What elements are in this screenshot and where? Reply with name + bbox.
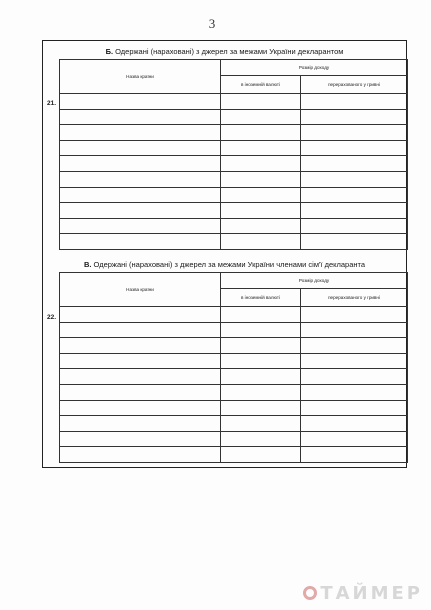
section-v-cell[interactable] xyxy=(60,322,221,338)
section-b-cell[interactable] xyxy=(221,140,301,156)
section-b-table xyxy=(59,59,408,250)
section-b-cell[interactable] xyxy=(301,109,408,125)
section-v-cell[interactable] xyxy=(221,338,301,354)
section-v-cell[interactable] xyxy=(301,369,408,385)
section-v-cell[interactable] xyxy=(221,416,301,432)
section-v-title xyxy=(43,260,406,270)
section-b-letter: Б. xyxy=(105,47,114,56)
section-v-cell[interactable] xyxy=(60,447,221,463)
watermark xyxy=(303,583,423,604)
section-v-cell[interactable] xyxy=(301,353,408,369)
section-b-cell[interactable] xyxy=(60,109,221,125)
section-b-cell[interactable] xyxy=(60,218,221,234)
section-b-income-header: Розмір доходу xyxy=(221,60,408,76)
section-v-table xyxy=(59,272,408,463)
section-b-cell[interactable] xyxy=(221,156,301,172)
section-v-cell[interactable] xyxy=(60,400,221,416)
section-v-letter: В. xyxy=(83,260,92,269)
section-b-foreign-currency-header: в іноземній валюті xyxy=(221,76,301,94)
section-v-title-text: Одержані (нараховані) з джерел за межами України членами сім'ї декларанта xyxy=(93,260,366,269)
section-b-cell[interactable] xyxy=(301,156,408,172)
section-b-cell[interactable] xyxy=(301,94,408,110)
page-number: 3 xyxy=(208,16,216,31)
section-b-cell[interactable] xyxy=(221,187,301,203)
section-b-cell[interactable] xyxy=(60,171,221,187)
section-v-cell[interactable] xyxy=(221,322,301,338)
section-v-row-number: 22. xyxy=(47,314,57,321)
section-b-cell[interactable] xyxy=(301,140,408,156)
section-v-cell[interactable] xyxy=(60,307,221,323)
section-v-cell[interactable] xyxy=(301,338,408,354)
section-v-cell[interactable] xyxy=(301,400,408,416)
section-b-cell[interactable] xyxy=(60,125,221,141)
section-b-cell[interactable] xyxy=(60,94,221,110)
section-v-cell[interactable] xyxy=(301,322,408,338)
watermark-text: ТАЙМЕР xyxy=(320,583,423,604)
section-b-country-header: Назва країни xyxy=(60,60,221,94)
section-b-cell[interactable] xyxy=(301,218,408,234)
section-v-cell[interactable] xyxy=(221,369,301,385)
section-v-uah-header: перерахованого у гривні xyxy=(301,289,408,307)
section-v-cell[interactable] xyxy=(221,400,301,416)
section-b-title xyxy=(43,47,406,57)
section-v-foreign-currency-header: в іноземній валюті xyxy=(221,289,301,307)
form-frame xyxy=(42,40,407,468)
section-b-cell[interactable] xyxy=(221,203,301,219)
section-v-cell[interactable] xyxy=(60,353,221,369)
section-v-cell[interactable] xyxy=(301,431,408,447)
section-b-cell[interactable] xyxy=(221,218,301,234)
section-v-cell[interactable] xyxy=(60,416,221,432)
section-b-row-number: 21. xyxy=(47,100,57,107)
section-b-cell[interactable] xyxy=(221,94,301,110)
section-b-cell[interactable] xyxy=(301,125,408,141)
section-b-cell[interactable] xyxy=(221,109,301,125)
section-v-cell[interactable] xyxy=(60,431,221,447)
section-b-cell[interactable] xyxy=(301,187,408,203)
section-b-cell[interactable] xyxy=(60,203,221,219)
section-v-cell[interactable] xyxy=(60,369,221,385)
section-b-cell[interactable] xyxy=(221,234,301,250)
section-b-cell[interactable] xyxy=(301,203,408,219)
section-b-cell[interactable] xyxy=(301,234,408,250)
section-v-cell[interactable] xyxy=(301,416,408,432)
section-b-cell[interactable] xyxy=(301,171,408,187)
section-b-cell[interactable] xyxy=(60,156,221,172)
section-v-cell[interactable] xyxy=(60,338,221,354)
section-v-cell[interactable] xyxy=(301,384,408,400)
section-v-income-header: Розмір доходу xyxy=(221,273,408,289)
section-b-cell[interactable] xyxy=(60,187,221,203)
timer-logo-icon xyxy=(303,586,317,600)
section-b-title-text: Одержані (нараховані) з джерел за межами України декларантом xyxy=(115,47,344,56)
section-b-cell[interactable] xyxy=(60,234,221,250)
section-v-cell[interactable] xyxy=(221,384,301,400)
section-v-country-header: Назва країни xyxy=(60,273,221,307)
section-v-cell[interactable] xyxy=(301,307,408,323)
section-v-cell[interactable] xyxy=(301,447,408,463)
section-v-cell[interactable] xyxy=(221,353,301,369)
section-v-cell[interactable] xyxy=(221,431,301,447)
section-b-cell[interactable] xyxy=(221,171,301,187)
section-b-cell[interactable] xyxy=(221,125,301,141)
section-b-cell[interactable] xyxy=(60,140,221,156)
section-v-cell[interactable] xyxy=(221,447,301,463)
section-v-cell[interactable] xyxy=(221,307,301,323)
section-b-uah-header: перерахованого у гривні xyxy=(301,76,408,94)
section-v-cell[interactable] xyxy=(60,384,221,400)
